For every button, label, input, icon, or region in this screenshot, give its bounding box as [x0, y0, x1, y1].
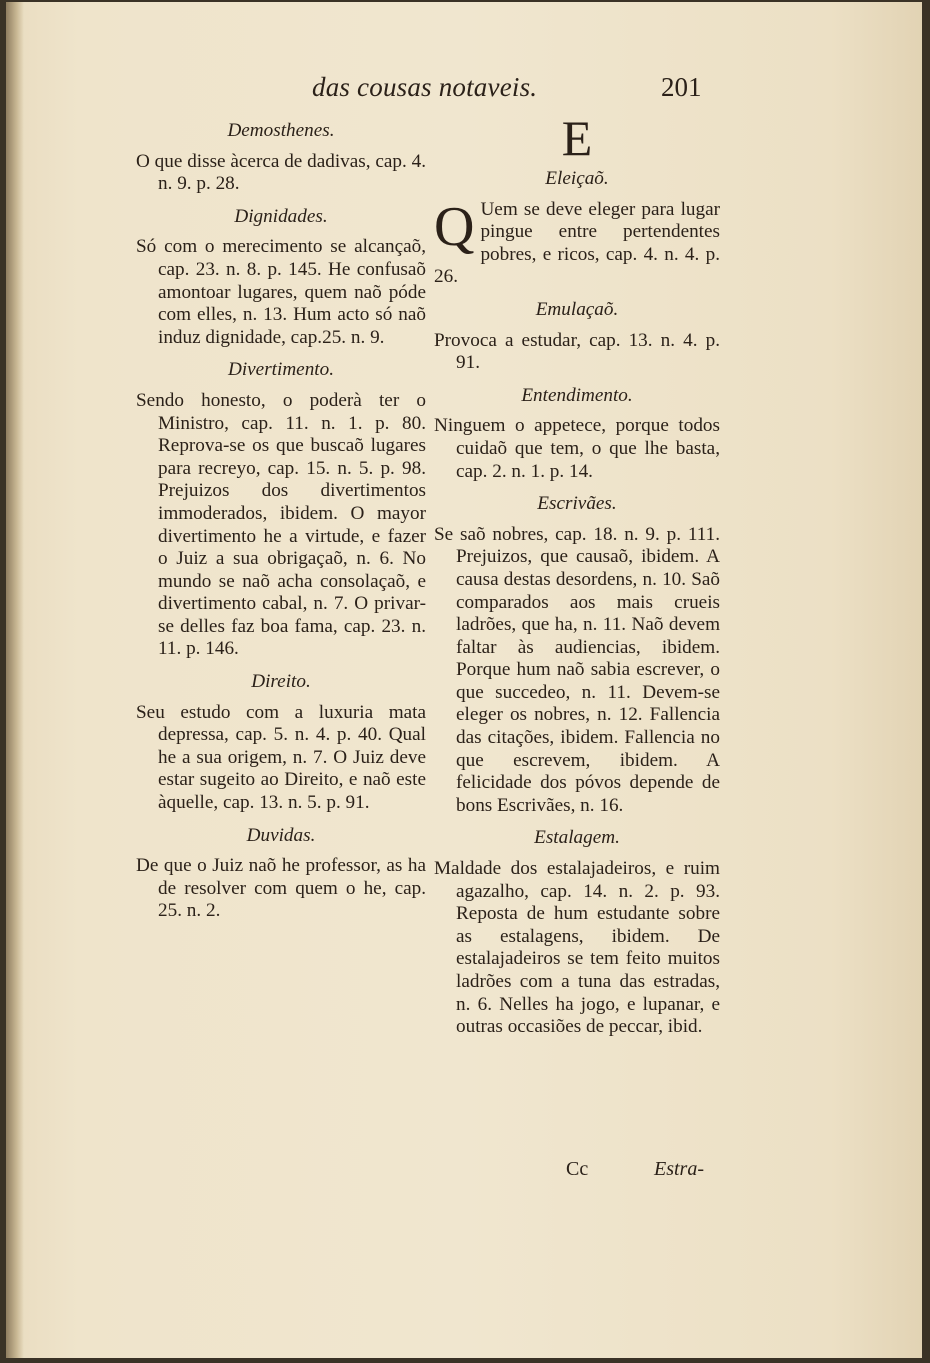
heading-entendimento: Entendimento. [521, 384, 633, 406]
heading-escrivaes: Escrivães. [537, 493, 617, 515]
book-page [6, 2, 922, 1358]
heading-divertimento: Divertimento. [227, 359, 335, 381]
entry-entendimento: Ninguem o appetece, porque todos cuidaõ que tem, o que lhe basta, cap. 2. n. 1. p. 14. [434, 415, 720, 482]
entry-demosthenes: O que disse àcerca de dadivas, cap. 4. n. 9. p. 28. [136, 150, 426, 195]
entry-eleicao [434, 195, 720, 289]
entry-duvidas: De que o Juiz naõ he professor, as ha de resolver com quem o he, cap. 25. n. 2. [136, 855, 426, 922]
right-column [434, 110, 720, 1049]
entry-estalagem: Maldade dos estalajadeiros, e ruim agazalho, cap. 14. n. 2. p. 93. Reposta de hum estudante sobre as estalagens, ibidem. De estalajadeiros se tem feito muitos ladrões com a tuna das estradas, n. 6. Nelles ha jogo, e lupanar, e outras occasiões de peccar, ibid. [434, 858, 720, 1038]
heading-duvidas: Duvidas. [246, 824, 316, 846]
entry-divertimento: Sendo honesto, o poderà ter o Ministro, cap. 11. n. 1. p. 80. Reprova-se os que buscaõ lugares para recreyo, cap. 15. n. 5. p. 98. Prejuizos dos divertimentos immoderados, ibidem. O mayor divertimento he a virtude, e fazer o Juiz a sua obrigaçaõ, n. 6. No mundo se naõ acha consolaçaõ, e divertimento cabal, n. 7. O privar-se delles faz boa fama, cap. 23. n. 11. p. 146. [136, 389, 426, 660]
section-letter: E [561, 110, 593, 166]
entry-emulacao: Provoca a estudar, cap. 13. n. 4. p. 91. [434, 329, 720, 374]
heading-eleicao: Eleiçaõ. [545, 168, 609, 189]
left-column [136, 114, 426, 933]
entry-dignidades: Só com o merecimento se alcançaõ, cap. 23. n. 8. p. 145. He confusaõ amontoar lugares, quem naõ póde com elles, n. 13. Hum acto só naõ induz dignidade, cap.25. n. 9. [136, 236, 426, 348]
running-head: das cousas notaveis. [312, 72, 538, 102]
heading-direito: Direito. [251, 671, 311, 693]
page-gutter [6, 2, 24, 1358]
heading-demosthenes: Demosthenes. [227, 120, 335, 141]
heading-emulacao: Emulaçaõ. [535, 298, 619, 320]
heading-estalagem: Estalagem. [534, 827, 620, 849]
page-number: 201 [661, 72, 702, 102]
entry-escrivaes: Se saõ nobres, cap. 18. n. 9. p. 111. Prejuizos, que causaõ, ibidem. A causa destas desordens, n. 10. Saõ comparados aos mais crueis ladrões, que ha, n. 11. Naõ devem faltar às audiencias, ibidem. Porque hum naõ sabia escrever, o que succedeo, n. 11. Devem-se eleger os nobres, n. 12. Fallencia das citações, ibidem. Fallencia no que escrevem, ibidem. A felicidade dos póvos depende de bons Escrivães, n. 16. [434, 523, 720, 816]
signature-mark: Cc [566, 1158, 589, 1180]
heading-dignidades: Dignidades. [234, 205, 328, 227]
entry-eleicao-text: Uem se deve eleger para lugar pingue entre pertendentes pobres, e ricos, cap. 4. n. 4. p. 26. [434, 198, 720, 288]
drop-cap: Q [434, 195, 475, 258]
entry-direito: Seu estudo com a luxuria mata depressa, cap. 5. n. 4. p. 40. Qual he a sua origem, n. 7. O Juiz deve estar sugeito ao Direito, e naõ este àquelle, cap. 13. n. 5. p. 91. [136, 701, 426, 814]
catchword: Estra- [654, 1158, 704, 1180]
